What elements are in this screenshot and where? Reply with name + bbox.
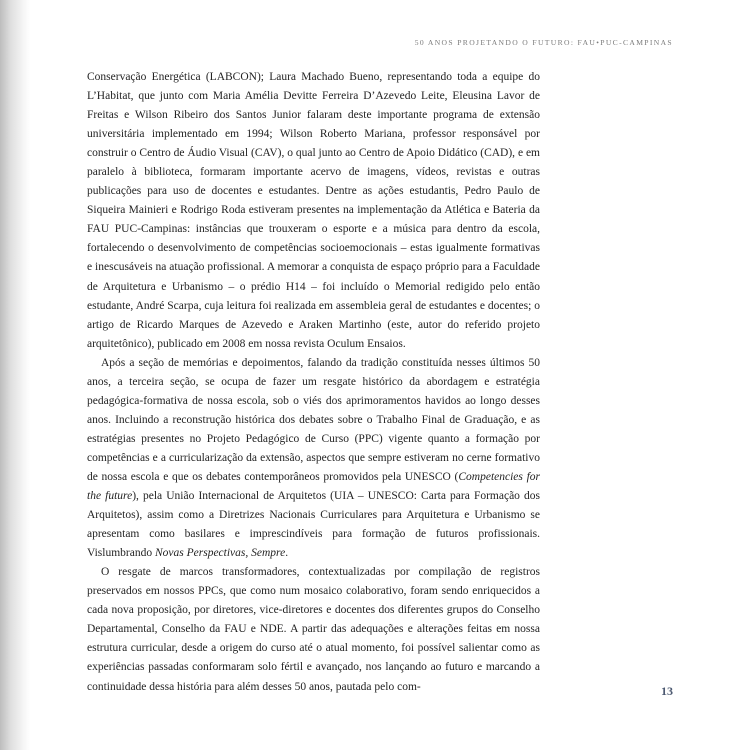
paragraph-text: . <box>285 547 289 560</box>
page-gutter-shadow <box>0 0 30 750</box>
italic-title: Novas Perspectivas, Sempre <box>154 547 286 560</box>
running-header: 50 ANOS PROJETANDO O FUTURO: FAU•PUC-CAMPINAS <box>414 38 673 47</box>
paragraph-text: ), pela União Internacional de Arquitetos (UIA – UNESCO: Carta para Formação dos Arquitetos), assim como a Diretrizes Nacionais Curriculares para Arquitetura e Urbanismo se apresentam como basilares e imprescindíveis para formação de futuros profissionais. Vislumbrando <box>87 490 540 560</box>
paragraph <box>87 354 540 564</box>
paragraph-text: Após a seção de memórias e depoimentos, falando da tradição constituída nesses últimos 50 anos, a terceira seção, se ocupa de fazer um resgate histórico da abordagem e estratégia pedagógica-formativa de nossa escola, sob o viés dos aprimoramentos havidos ao longo desses anos. Incluindo a reconstrução histórica dos debates sobre o Trabalho Final de Graduação, e as estratégias presentes no Projeto Pedagógico de Curso (PPC) vigente quanto a formação por competências e a curricularização da extensão, aspectos que sempre estiveram no cerne formativo de nossa escola e que os debates contemporâneos promovidos pela UNESCO ( <box>87 356 540 483</box>
page-number: 13 <box>661 684 673 698</box>
paragraph: O resgate de marcos transformadores, contextualizadas por compilação de registros preservados em nossos PPCs, que como num mosaico colaborativo, foram sendo enriquecidos a cada nova proposição, por diretores, vice-diretores e docentes dos diferentes grupos do Conselho Departamental, Conselho da FAU e NDE. A partir das adequações e alterações feitas em nossa estrutura curricular, desde a origem do curso até o atual momento, foi possível salientar como as experiências passadas conformaram solo fértil e avançado, nos lançando ao futuro e marcando a continuidade dessa história para além desses 50 anos, pautada pelo com- <box>87 566 540 693</box>
body-text <box>87 68 540 697</box>
paragraph: Conservação Energética (LABCON); Laura Machado Bueno, representando toda a equipe do L’Habitat, que junto com Maria Amélia Devitte Ferreira D’Azevedo Leite, Eleusina Lavor de Freitas e Wilson Ribeiro dos Santos Junior falaram deste importante programa de extensão universitária implementado em 1994; Wilson Roberto Mariana, professor responsável por construir o Centro de Áudio Visual (CAV), o qual junto ao Centro de Apoio Didático (CAD), e em paralelo à biblioteca, formaram importante acervo de imagens, vídeos, revistas e outras publicações para uso de docentes e estudantes. Dentre as ações estudantis, Pedro Paulo de Siqueira Mainieri e Rodrigo Roda estiveram presentes na implementação da Atlética e Bateria da FAU PUC-Campinas: instâncias que trouxeram o esporte e a música para dentro da escola, fortalecendo o desenvolvimento de competências socioemocionais – estas igualmente formativas e inescusáveis na atuação profissional. A memorar a conquista de espaço próprio para a Faculdade de Arquitetura e Urbanismo – o prédio H14 – foi incluído o Memorial redigido pelo então estudante, André Scarpa, cuja leitura foi realizada em assembleia geral de estudantes e docentes; o artigo de Ricardo Marques de Azevedo e Araken Martinho (este, autor do referido projeto arquitetônico), publicado em 2008 em nossa revista Oculum Ensaios. <box>87 71 540 350</box>
italic-title: Competencies for the future <box>87 470 540 503</box>
